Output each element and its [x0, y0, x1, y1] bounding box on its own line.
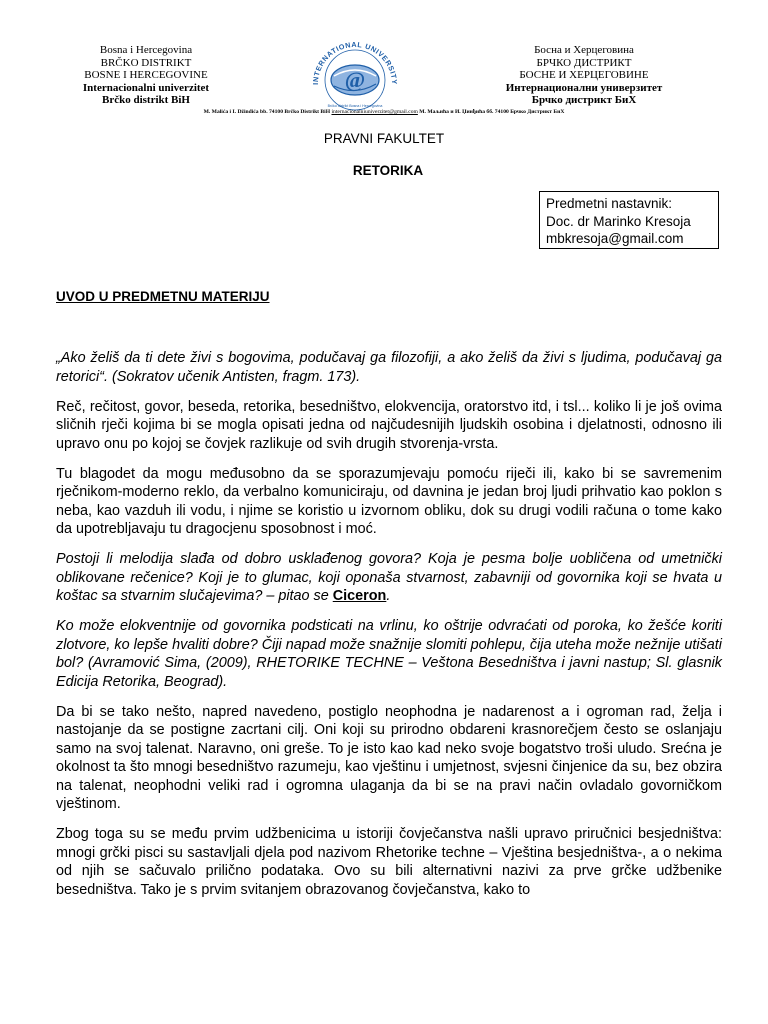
cicero-name: Ciceron: [332, 588, 387, 604]
district-name-cyrillic: БРЧКО ДИСТРИКТ: [536, 56, 632, 69]
address-line: [0, 109, 768, 115]
district-name: BRČKO DISTRIKT: [100, 56, 192, 69]
university-logo: [304, 40, 406, 116]
paragraph: Tu blagodet da mogu međusobno da se sporazumjevaju pomoću riječi ili, kako bi se savremenim rječnikom-moderno reklo, da verbalno komuniciraju, od davnina je jedan broj ljudi prihvatio kao poklon s neba, kao vazduh ili vodu, i njime se koristio u izvornom obliku, dok su drugi vodili računa o tome kako da upotrebljavaju tu dragocjenu sposobnost i moć.: [56, 465, 722, 537]
citation-paragraph: Ko može elokventnije od govornika podsticati na vrlinu, ko oštrije odvraćati od poroka, ko žešće koriti zlotvore, ko lepše hvaliti dobre? Čiji napad može snažnije slomiti pohlepu, čija uteha može nežnije utišati bol? (Avramović Sima, (2009), RHETORIKE TECHNE – Veštona Besedništva i javni nastup; Sl. glasnik Edicija Retorika, Beograd).: [56, 618, 722, 690]
paragraph: Zbog toga su se među prvim udžbenicima u istoriji čovječanstva našli upravo priručnici besjedništva: mnogi grčki pisci su sastavljali djela pod nazivom Rhetorike techne – Vještina besjedništva-, a o nekima od njih se sačuvalo prilično podataka. Ovo su bili alternativni nazivi za prve grčke udžbenike besedništva. Tako je s prvim svitanjem obrazovanog čovječanstva, kako to: [56, 826, 722, 898]
university-name-cyrillic: Интернационални универзитет: [505, 81, 663, 94]
university-location: Brčko distrikt BiH: [101, 94, 190, 106]
instructor-name: Doc. dr Marinko Kresoja: [546, 213, 691, 229]
paragraph: Da bi se tako nešto, napred navedeno, postiglo neophodna je nadarenost a i ogroman rad, želja i nastojanje da se postigne zacrtani cilj. Oni koji su prirodno obdareni krasnorečjem često se oslanjaju samo na svoj talenat. Naravno, oni greše. To je isto kao kad neko svoje bogatstvo troši uludo. Srećna je okolnost ta što mnogi besedništvo razumeju, kao vještinu i umjetnost, svjesni činjenice da su, bez obzira na talenat, neophodni veliki rad i ogromna ulaganja da bi se na pravi način ovladalo govorničkom vještinom.: [56, 703, 722, 812]
logo-ring-text: INTERNATIONAL UNIVERSITY: [310, 40, 400, 86]
district-country-cyrillic: БОСНЕ И ХЕРЦЕГОВИНЕ: [519, 69, 649, 81]
section-heading: UVOD U PREDMETNU MATERIJU: [56, 289, 270, 304]
paragraph: Reč, rečitost, govor, beseda, retorika, besedništvo, elokvencija, oratorstvo itd, i tsl... koliko li je još ovima sličnih rječi kojima bi se mogla opisati jedna od najčudesnijih ljudskih osobina i djelatnosti, odnosno ili upravo onu po kojoj se čovjek razlikuje od svih drugih stvorenja-vrsta.: [56, 398, 722, 452]
instructor-email[interactable]: mbkresoja@gmail.com: [546, 231, 684, 246]
faculty-name: PRAVNI FAKULTET: [323, 131, 445, 146]
header-right-cyrillic: [484, 44, 684, 107]
university-location-cyrillic: Брчко дистрикт БиХ: [531, 94, 637, 106]
quote-paragraph: „Ako želiš da ti dete živi s bogovima, podučavaj ga filozofiji, a ako želiš da živi s ljudima, podučavaj ga retorici“. (Sokratov učenik Antisten, fragm. 173).: [56, 350, 722, 385]
address-cyrillic: M. Маљића и И. Џинђића бб. 74100 Брчко Дистрикт БиХ: [417, 109, 565, 115]
logo-caption: Brčko distrikt Bosna i Hercegovina: [327, 104, 383, 108]
country-name: Bosna i Hercegovina: [99, 44, 193, 56]
body-text: [56, 349, 722, 911]
university-email-link[interactable]: internacionalniuniverzitet@gmail.com: [331, 109, 418, 115]
cicero-quote-text: Postoji li melodija slađa od dobro usklađenog govora? Koja je pesma bolje uobličena od umetnički oblikovane rečenice? Koji je to glumac, koji oponaša stvarnost, zabavniji od govornika koji se hvata u koštac sa stvarnim slučajevima? – pitao se: [56, 551, 722, 604]
sentence-end: .: [386, 588, 391, 604]
header-left-latin: [46, 44, 246, 107]
district-country: BOSNE I HERCEGOVINE: [84, 69, 208, 81]
university-name: Internacionalni univerzitet: [82, 81, 210, 94]
instructor-label: Predmetni nastavnik:: [546, 196, 673, 211]
address-latin: M. Malića i I. Džinđića bb. 74100 Brčko Distrikt BiH: [203, 109, 332, 115]
at-sign-icon: @: [344, 67, 366, 92]
country-name-cyrillic: Босна и Херцеговина: [534, 44, 634, 56]
instructor-box: [539, 191, 719, 249]
cicero-quote-paragraph: [56, 550, 722, 606]
course-title: RETORIKA: [352, 163, 424, 178]
